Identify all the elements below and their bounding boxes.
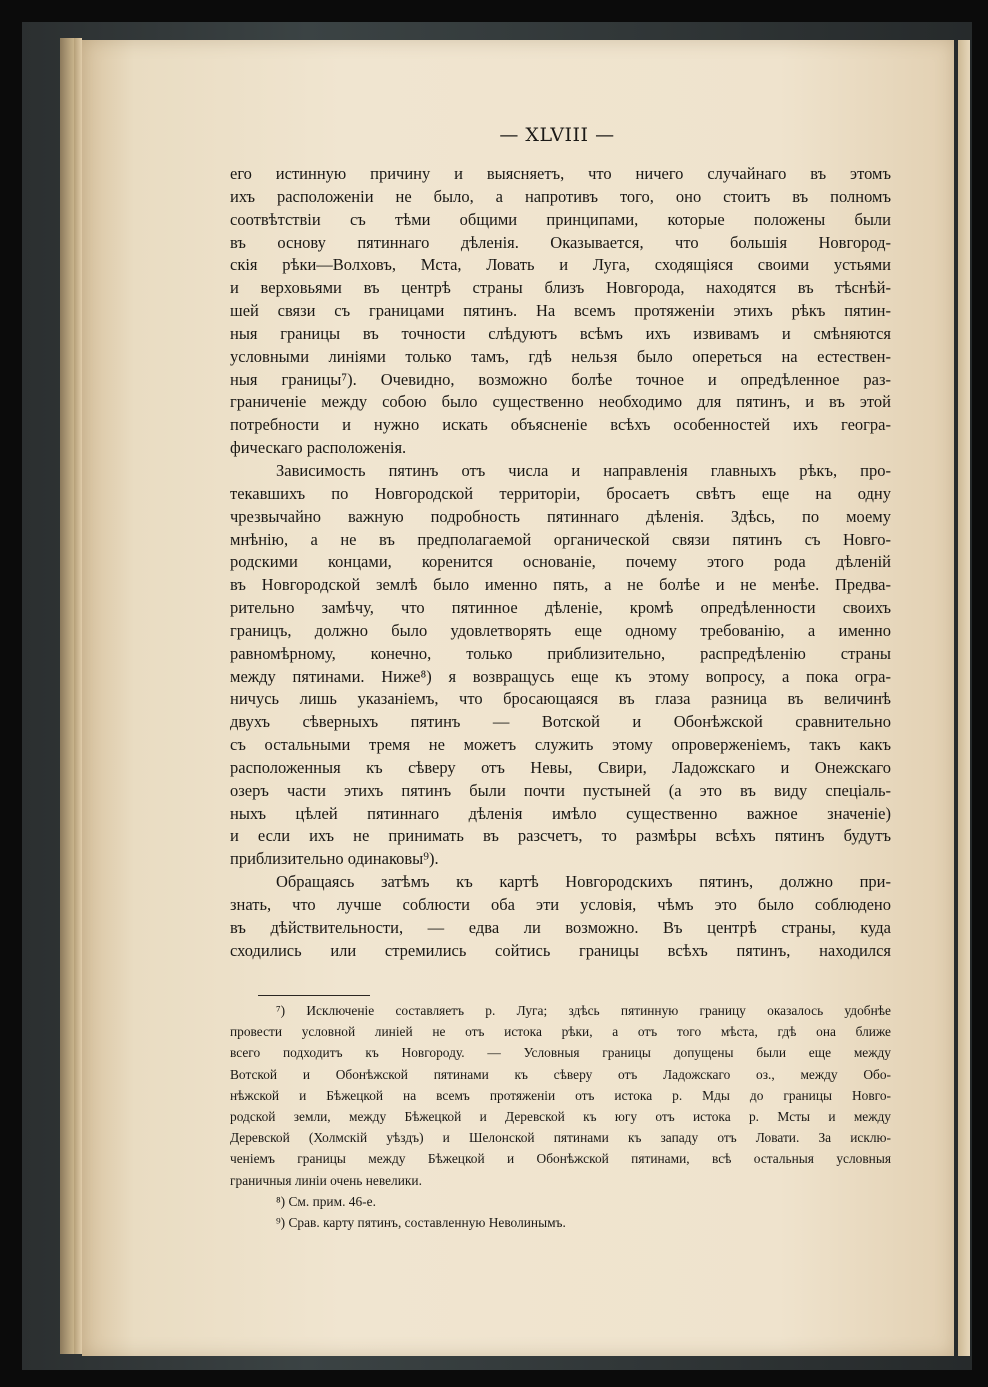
page-edges — [60, 38, 74, 1354]
text-line: между пятинами. Ниже⁸) я возвращусь еще къ этому вопросу, а пока огра- — [230, 666, 891, 686]
text-line: знать, что лучше соблюсти оба эти условія, чѣмъ это было соблюдено — [230, 895, 891, 914]
footnote-line: Вотской и Обонѣжской пятинами къ сѣверу отъ Ладожскаго оз., между Обо- — [230, 1066, 891, 1082]
text-line: границъ, должно было удовлетворять еще одному требованію, а именно — [230, 620, 891, 640]
text-line: съ остальными тремя не можетъ служить этому опроверженіемъ, такъ какъ — [230, 735, 891, 755]
text-line: ихъ расположеніи не было, а напротивъ того, оно стоитъ въ полномъ — [230, 186, 891, 206]
text-line: чрезвычайно важную подробность пятиннаго дѣленія. Здѣсь, по моему — [230, 506, 891, 526]
page-edges-inner — [74, 38, 82, 1354]
text-line: ныхъ цѣлей пятиннаго дѣленія имѣло существенно важное значеніе) — [230, 803, 891, 823]
text-line: ныя границы⁷). Очевидно, возможно болѣе точное и опредѣленное раз- — [230, 369, 891, 389]
page-number-header: — XLVIII — — [499, 124, 615, 146]
text-line: и если ихъ не принимать въ разсчетъ, то размѣры всѣхъ пятинъ будутъ — [230, 826, 891, 846]
footnote-separator — [258, 995, 370, 996]
text-line: ничусь лишь указаніемъ, что бросающаяся въ глаза разница въ величинѣ — [230, 689, 891, 709]
text-line: условными линіями только тамъ, гдѣ нельзя было опереться на естествен- — [230, 346, 891, 366]
text-line: текавшихъ по Новгородской территоріи, бросаетъ свѣтъ еще на одну — [230, 483, 891, 503]
footnote-line: граничныя линіи очень невелики. — [230, 1172, 422, 1188]
footnote-line: всего подходитъ къ Новгороду. — Условныя границы допущены были еще между — [230, 1045, 891, 1061]
text-line: сходились или стремились сойтись границы всѣхъ пятинъ, находился — [230, 940, 891, 960]
text-line: Обращаясь затѣмъ къ картѣ Новгородскихъ пятинъ, должно при- — [276, 872, 891, 892]
text-line: скія рѣки—Волховъ, Мста, Ловать и Луга, сходящіяся своими устьями — [230, 255, 891, 275]
text-line: въ Новгородской землѣ было именно пять, а не болѣе и не менѣе. Предва- — [230, 575, 891, 595]
text-line: его истинную причину и выясняетъ, что ничего случайнаго въ этомъ — [230, 164, 891, 183]
text-line: ныя границы въ точности слѣдуютъ всѣмъ ихъ извивамъ и смѣняются — [230, 323, 891, 343]
footnote-line: ⁸) См. прим. 46-е. — [276, 1193, 376, 1209]
text-line: рительно замѣчу, что пятинное дѣленіе, кромѣ опредѣленности своихъ — [230, 598, 891, 618]
footnote-line: ⁷) Исключеніе составляетъ р. Луга; здѣсь пятинную границу оказалось удобнѣе — [276, 1003, 891, 1018]
footnote-line: ченіемъ границы между Бѣжецкой и Обонѣжской пятинами, всѣ остальныя условныя — [230, 1151, 891, 1167]
footnotes — [230, 1000, 891, 1233]
text-line: родскими концами, коренится основаніе, почему этого рода дѣленій — [230, 552, 891, 572]
text-line: граниченіе между собою было существенно необходимо для пятинъ, и въ этой — [230, 392, 891, 412]
text-line: и верховьями въ центрѣ страны близъ Новгорода, находятся въ тѣснѣй- — [230, 278, 891, 298]
text-line: расположенныя къ сѣверу отъ Невы, Свири, Ладожскаго и Онежскаго — [230, 757, 891, 777]
text-line: озеръ части этихъ пятинъ были почти пустыней (а это въ виду спеціаль- — [230, 780, 891, 800]
main-text — [230, 163, 891, 963]
text-line: приблизительно одинаковы⁹). — [230, 849, 439, 869]
footnote-line: родской земли, между Бѣжецкой и Деревской къ югу отъ истока р. Мсты и между — [230, 1108, 891, 1124]
footnote-line: Деревской (Холмскій уѣздъ) и Шелонской пятинами къ западу отъ Ловати. За исклю- — [230, 1130, 891, 1146]
text-line: двухъ сѣверныхъ пятинъ — Вотской и Обонѣжской сравнительно — [230, 712, 891, 732]
text-line: соотвѣтствіи съ тѣми общими принципами, которые положены были — [230, 209, 891, 229]
text-line: равномѣрному, конечно, только приблизительно, распредѣленію страны — [230, 643, 891, 663]
footnote-line: провести условной линіей не отъ истока рѣки, а отъ того мѣста, гдѣ она ближе — [230, 1024, 891, 1040]
text-line: въ дѣйствительности, — едва ли возможно. Въ центрѣ страны, куда — [230, 917, 891, 937]
facing-page-edge — [958, 40, 970, 1356]
footnote-line: нѣжской и Бѣжецкой на всемъ протяженіи отъ истока р. Мды до границы Новго- — [230, 1087, 891, 1103]
text-line: фическаго расположенія. — [230, 438, 407, 458]
text-line: Зависимость пятинъ отъ числа и направленія главныхъ рѣкъ, про- — [276, 460, 891, 480]
text-line: мнѣнію, а не въ предполагаемой органической связи пятинъ съ Новго- — [230, 529, 891, 549]
footnote-line: ⁹) Срав. карту пятинъ, составленную Неволинымъ. — [276, 1214, 566, 1230]
text-line: въ основу пятиннаго дѣленія. Оказывается, что большія Новгород- — [230, 232, 891, 252]
text-line: потребности и нужно искать объясненіе всѣхъ особенностей ихъ геогра- — [230, 415, 891, 435]
text-line: шей связи съ границами пятинъ. На всемъ протяженіи этихъ рѣкъ пятин- — [230, 301, 891, 321]
